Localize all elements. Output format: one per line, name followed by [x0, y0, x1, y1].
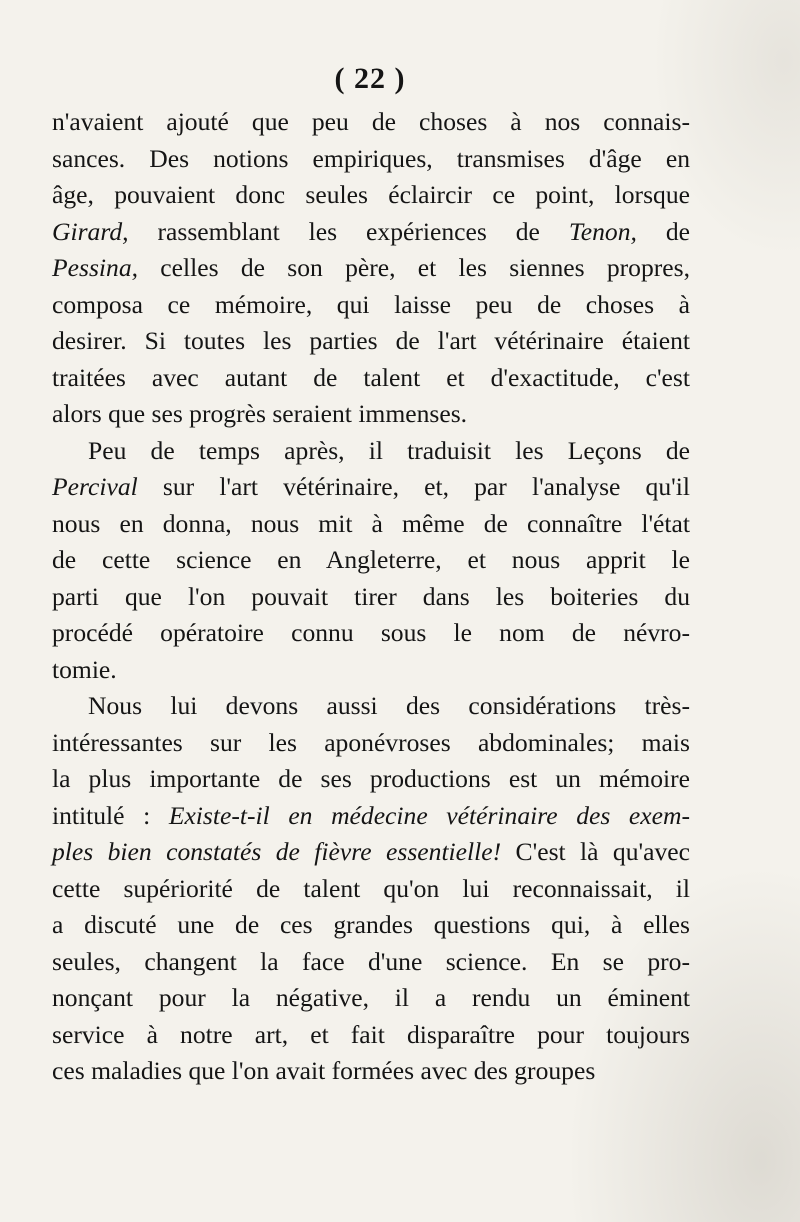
text-run: alors que ses progrès seraient immenses.: [52, 399, 468, 428]
italic-run: Percival: [52, 472, 138, 501]
text-line: [52, 177, 690, 214]
text-run: sur l'art vétérinaire, et, par l'analyse qu'il: [137, 472, 690, 501]
text-run: de cette science en Angleterre, et nous apprit le: [52, 545, 690, 574]
text-line: [52, 396, 690, 433]
italic-run: Existe-t-il en médecine vétérinaire des exem-: [168, 800, 690, 830]
text-run: rassemblant les expériences de: [128, 216, 569, 246]
text-line: [52, 907, 690, 944]
paragraph: [52, 433, 690, 689]
text-run: composa ce mémoire, qui laisse peu de choses à: [52, 289, 690, 319]
page-number: ( 22 ): [334, 62, 406, 95]
text-run: C'est là qu'avec: [501, 837, 690, 866]
text-line: [52, 141, 690, 178]
text-line: [52, 214, 690, 251]
text-line: [52, 761, 690, 798]
text-line: [52, 725, 690, 762]
text-run: intéressantes sur les aponévroses abdominales; mais: [52, 727, 690, 757]
text-run: nous en donna, nous mit à même de connaître l'état: [52, 508, 690, 538]
italic-run: ples bien constatés de fièvre essentielle!: [52, 837, 502, 866]
paragraph: [52, 104, 690, 433]
text-run: seules, changent la face d'une science. En se pro-: [52, 946, 690, 976]
text-run: parti que l'on pouvait tirer dans les boiteries du: [52, 581, 690, 611]
text-run: la plus importante de ses productions est un mémoire: [52, 764, 690, 793]
text-line: [52, 104, 690, 141]
text-run: service à notre art, et fait disparaître pour toujours: [52, 1019, 690, 1049]
text-line: [52, 579, 690, 616]
body-text: [52, 104, 690, 1090]
text-line: [52, 834, 690, 871]
text-line: [52, 433, 690, 470]
text-line: [52, 323, 690, 360]
text-run: nonçant pour la négative, il a rendu un éminent: [52, 983, 690, 1012]
text-line: [52, 250, 690, 287]
text-run: desirer. Si toutes les parties de l'art vétérinaire étaient: [52, 326, 690, 355]
text-run: intitulé :: [52, 800, 169, 830]
text-run: Nous lui devons aussi des considérations très-: [88, 691, 690, 720]
text-run: Peu de temps après, il traduisit les Leçons de: [88, 435, 690, 465]
italic-run: Girard,: [52, 216, 129, 246]
text-line: [52, 1017, 690, 1054]
text-run: procédé opératoire connu sous le nom de névro-: [52, 618, 690, 647]
text-line: [52, 871, 690, 908]
text-run: tomie.: [52, 654, 117, 684]
paragraph: [52, 688, 690, 1090]
text-run: cette supériorité de talent qu'on lui reconnaissait, il: [52, 873, 690, 903]
text-line: [52, 798, 690, 835]
text-line: [52, 287, 690, 324]
text-line: [52, 542, 690, 579]
text-line: [52, 506, 690, 543]
italic-run: Tenon,: [568, 216, 637, 246]
text-line: [52, 944, 690, 981]
text-line: [52, 469, 690, 506]
text-line: [52, 360, 690, 397]
text-run: celles de son père, et les siennes propres,: [138, 253, 690, 282]
text-run: traitées avec autant de talent et d'exactitude, c'est: [52, 362, 690, 392]
italic-run: Pessina,: [52, 253, 139, 282]
text-line: [52, 980, 690, 1017]
text-run: âge, pouvaient donc seules éclaircir ce point, lorsque: [52, 180, 690, 209]
text-line: [52, 652, 690, 689]
text-run: n'avaient ajouté que peu de choses à nos connais-: [52, 107, 690, 136]
text-run: a discuté une de ces grandes questions qui, à elles: [52, 910, 690, 939]
text-run: de: [636, 216, 690, 246]
text-run: sances. Des notions empiriques, transmises d'âge en: [52, 143, 690, 173]
text-line: [52, 688, 690, 725]
text-line: [52, 615, 690, 652]
text-line: [52, 1053, 690, 1090]
text-run: ces maladies que l'on avait formées avec des groupes: [52, 1056, 596, 1085]
